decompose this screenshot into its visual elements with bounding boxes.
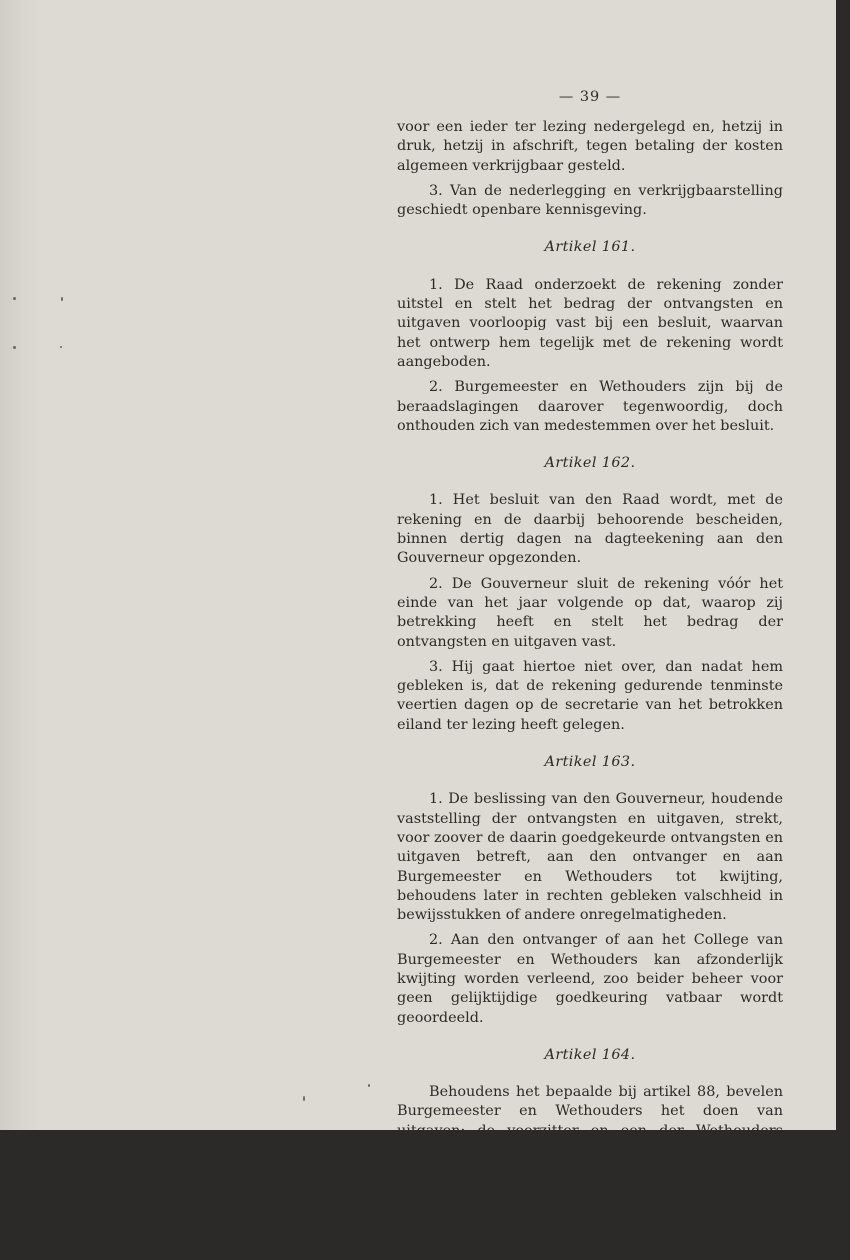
article-heading: Artikel 162.	[544, 455, 636, 472]
article-paragraph: 1. Ingeval geen bevelschriften worden afgegeven tot	[397, 1216, 783, 1252]
paper-speck	[13, 346, 16, 349]
article-paragraph: 1. De beslissing van den Gouverneur, houdende vaststelling der ontvangsten en uitgaven, strekt, voor zoover de daarin goedgekeurde ontvangsten en uitgaven betreft, aan den ontvanger en aan Burgemeester en Wethouders tot kwijting, behoudens later in rechten gebleken valschheid in bewijsstukken of andere onregelmatigheden.	[397, 791, 783, 924]
paper-speck	[303, 1096, 305, 1101]
intro-paragraph: voor een ieder ter lezing nedergelegd en, hetzij in druk, hetzij in afschrift, tegen betaling der kosten algemeen verkrijgbaar gesteld.	[397, 119, 783, 174]
paper-speck	[368, 1084, 370, 1087]
page-spine-shadow	[0, 0, 40, 1130]
text-column	[397, 88, 783, 1260]
article-heading: Artikel 161.	[544, 239, 636, 256]
paper-speck	[60, 346, 62, 348]
scan-border-bottom	[0, 1130, 850, 1142]
article-heading: Artikel 163.	[544, 754, 636, 771]
article-paragraph: 3. Hij gaat hiertoe niet over, dan nadat hem gebleken is, dat de rekening gedurende tenminste veertien dagen op de secretarie van het betrokken eiland ter lezing heeft gelegen.	[397, 658, 783, 733]
article-paragraph: 1. Het besluit van den Raad wordt, met de rekening en de daarbij behoorende bescheiden, binnen dertig dagen na dagteekening aan den Gouverneur opgezonden.	[397, 492, 783, 567]
article-paragraph: 2. Aan den ontvanger of aan het College van Burgemeester en Wethouders kan afzonderlijk kwijting worden verleend, zoo beider beheer voor geen gelijktijdige goedkeuring vatbaar wordt geoordeeld.	[397, 932, 783, 1026]
article-paragraph: 2. Burgemeester en Wethouders zijn bij de beraadslagingen daarover tegenwoordig, doch onthouden zich van medestemmen over het besluit.	[397, 379, 783, 434]
page-number: — 39 —	[558, 89, 622, 105]
article-heading: Artikel 165.	[544, 1179, 636, 1196]
article-heading: Artikel 164.	[544, 1046, 636, 1063]
article-paragraph: 1. De Raad onderzoekt de rekening zonder uitstel en stelt het bedrag der ontvangsten en uitgaven voorloopig vast bij een besluit, waarvan het ontwerp hem tegelijk met de rekening wordt aangeboden.	[397, 276, 783, 370]
article-paragraph: 2. De Gouverneur sluit de rekening vóór het einde van het jaar volgende op dat, waarop zij betrekking heeft en stelt het bedrag der ontvangsten en uitgaven vast.	[397, 575, 783, 650]
intro-paragraph: 3. Van de nederlegging en verkrijgbaarstelling geschiedt openbare kennisgeving.	[397, 182, 783, 219]
scan-border-right	[836, 0, 850, 1142]
article-paragraph: Behoudens het bepaalde bij artikel 88, bevelen Burgemeester en Wethouders het doen van teekenen de daartoe noodige bevelschriften.	[397, 1084, 783, 1159]
paper-speck	[61, 297, 63, 301]
paper-speck	[13, 297, 16, 300]
